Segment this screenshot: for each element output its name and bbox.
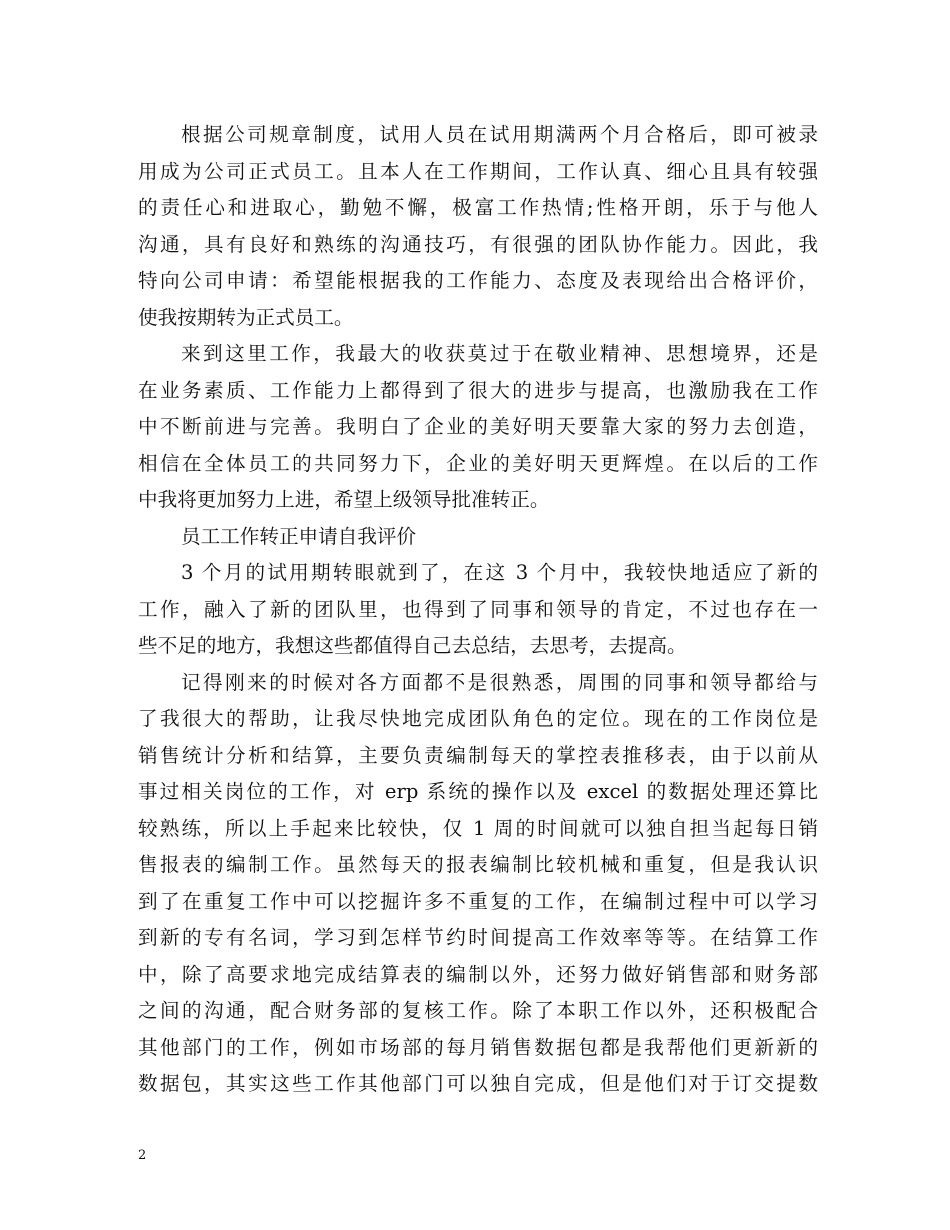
paragraph-line: 中，除了高要求地完成结算表的编制以外，还努力做好销售部和财务部 xyxy=(138,962,818,986)
paragraph-line: 沟通，具有良好和熟练的沟通技巧，有很强的团队协作能力。因此，我 xyxy=(138,232,818,256)
paragraph-line: 记得刚来的时候对各方面都不是很熟悉，周围的同事和领导都给与 xyxy=(181,670,818,694)
paragraph-line: 中我将更加努力上进，希望上级领导批准转正。 xyxy=(138,488,550,511)
paragraph-line: 销售统计分析和结算，主要负责编制每天的掌控表推移表，由于以前从 xyxy=(138,743,818,767)
paragraph-line: 相信在全体员工的共同努力下，企业的美好明天更辉煌。在以后的工作 xyxy=(138,451,818,475)
page-number: 2 xyxy=(138,1148,147,1163)
paragraph-line: 事过相关岗位的工作，对 erp 系统的操作以及 excel 的数据处理还算比 xyxy=(138,780,818,803)
document-body xyxy=(138,117,818,1103)
paragraph-line: 根据公司规章制度，试用人员在试用期满两个月合格后，即可被录 xyxy=(181,123,818,146)
paragraph-line: 3 个月的试用期转眼就到了，在这 3 个月中，我较快地适应了新的 xyxy=(181,561,818,584)
paragraph-line: 工作，融入了新的团队里，也得到了同事和领导的肯定，不过也存在一 xyxy=(138,597,818,621)
paragraph-line: 中不断前进与完善。我明白了企业的美好明天要靠大家的努力去创造， xyxy=(138,415,818,438)
paragraph-line: 的责任心和进取心，勤勉不懈，极富工作热情;性格开朗，乐于与他人 xyxy=(138,196,818,219)
paragraph-line: 到了在重复工作中可以挖掘许多不重复的工作，在编制过程中可以学习 xyxy=(138,889,818,913)
paragraph-line: 较熟练，所以上手起来比较快，仅 1 周的时间就可以独自担当起每日销 xyxy=(138,816,818,840)
paragraph-line: 其他部门的工作，例如市场部的每月销售数据包都是我帮他们更新新的 xyxy=(138,1035,818,1059)
paragraph-line: 使我按期转为正式员工。 xyxy=(138,305,354,329)
paragraph-line: 来到这里工作，我最大的收获莫过于在敬业精神、思想境界，还是 xyxy=(181,342,818,365)
paragraph-line: 之间的沟通，配合财务部的复核工作。除了本职工作以外，还积极配合 xyxy=(138,999,818,1022)
paragraph-line: 到新的专有名词，学习到怎样节约时间提高工作效率等等。在结算工作 xyxy=(138,926,818,949)
paragraph-line: 特向公司申请：希望能根据我的工作能力、态度及表现给出合格评价， xyxy=(138,269,818,292)
paragraph-line: 些不足的地方，我想这些都值得自己去总结，去思考，去提高。 xyxy=(138,634,687,657)
paragraph-line: 在业务素质、工作能力上都得到了很大的进步与提高，也激励我在工作 xyxy=(138,378,818,402)
paragraph-line: 售报表的编制工作。虽然每天的报表编制比较机械和重复，但是我认识 xyxy=(138,853,818,876)
paragraph-line: 了我很大的帮助，让我尽快地完成团队角色的定位。现在的工作岗位是 xyxy=(138,707,818,730)
section-heading: 员工工作转正申请自我评价 xyxy=(181,524,417,548)
paragraph-line: 数据包，其实这些工作其他部门可以独自完成，但是他们对于订交提数 xyxy=(138,1072,818,1095)
paragraph-line: 用成为公司正式员工。且本人在工作期间，工作认真、细心且具有较强 xyxy=(138,159,818,183)
